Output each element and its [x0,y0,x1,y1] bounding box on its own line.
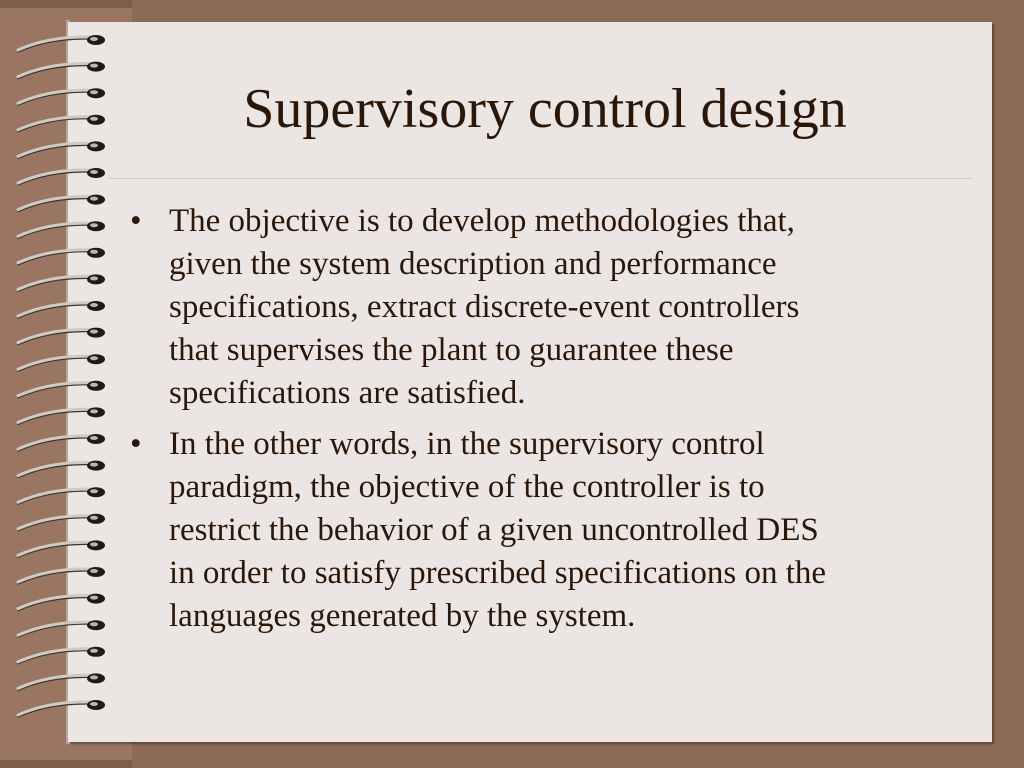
bullet-marker: • [130,203,142,239]
slide-title: Supervisory control design [243,78,847,140]
spiral-ring-icon [18,115,105,132]
spiral-ring-icon [18,354,105,371]
spiral-ring-icon [18,88,105,105]
spiral-ring-icon [18,195,105,212]
spiral-ring-icon [18,673,105,690]
bullet-item-2 [128,423,978,638]
spiral-ring-icon [18,141,105,158]
bullet-text-line: given the system description and performance [169,246,777,282]
spiral-ring-icon [18,514,105,531]
bullet-text-line: In the other words, in the supervisory control [169,426,765,462]
spiral-ring-icon [18,248,105,265]
bullet-text-line: in order to satisfy prescribed specifications on the [169,555,827,591]
bullet-marker: • [130,426,142,462]
spiral-ring-icon [18,620,105,637]
spiral-ring-icon [18,647,105,664]
spiral-ring-icon [18,168,105,185]
spiral-ring-icon [18,487,105,504]
spiral-ring-icon [18,461,105,478]
spiral-ring-icon [18,594,105,611]
spiral-ring-icon [18,35,105,52]
bullet-list [128,200,978,646]
spiral-ring-icon [18,407,105,424]
bullet-text-line: that supervises the plant to guarantee these [169,332,734,368]
spiral-ring-icon [18,328,105,345]
bullet-text-line: languages generated by the system. [169,598,636,634]
spiral-ring-icon [18,301,105,318]
spiral-ring-icon [18,700,105,717]
spiral-ring-icon [18,274,105,291]
bullet-text-line: restrict the behavior of a given uncontrolled DES [169,512,819,548]
spiral-ring-icon [18,221,105,238]
bullet-text-line: specifications are satisfied. [169,375,526,411]
spiral-ring-icon [18,567,105,584]
spiral-ring-icon [18,434,105,451]
bullet-text-line: paradigm, the objective of the controller is to [169,469,765,505]
spiral-ring-icon [18,381,105,398]
spiral-ring-icon [18,62,105,79]
bullet-item-1 [128,200,978,415]
title-divider [108,178,973,179]
bullet-text-line: The objective is to develop methodologies that, [169,203,795,239]
bullet-text-line: specifications, extract discrete-event controllers [169,289,800,325]
spiral-ring-icon [18,540,105,557]
